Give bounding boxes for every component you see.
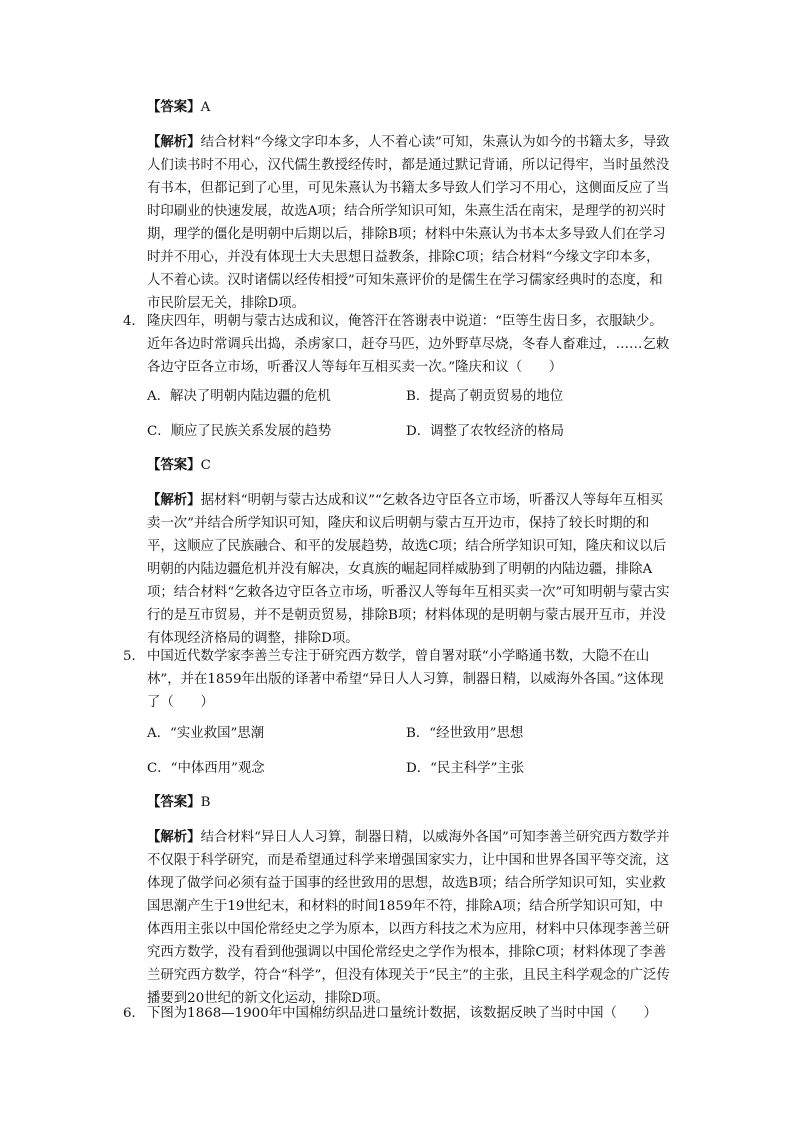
question-6 (123, 1002, 671, 1025)
q4-option-b[interactable]: B．提高了朝贡贸易的地位 (406, 389, 564, 404)
question-4 (123, 310, 671, 379)
analysis-label: 【解析】 (147, 492, 201, 508)
question-number: 5． (123, 649, 145, 664)
q4-answer (147, 454, 211, 477)
answer-label: 【答案】 (147, 794, 201, 810)
q5-answer (147, 791, 210, 814)
answer-value: C (200, 458, 211, 473)
analysis-text: 据材料“明朝与蒙古达成和议”“乞敕各边守臣各立市场，听番汉人等每年互相买卖一次”并结合所学知识可知，隆庆和议后明朝与蒙古互开边市，保持了较长时期的和平，这顺应了民族融合、和平的发展趋势，故选C项；结合所学知识可知，隆庆和议以后明朝的内陆边疆危机并没有解决，女真族的崛起同样威胁到了明朝的内陆边疆，排除A项；结合材料“乞敕各边守臣各立市场，听番汉人等每年互相买卖一次”可知明朝与蒙古实行的是互市贸易，并不是朝贡贸易，排除B项；材料体现的是明朝与蒙古展开互市，并没有体现经济格局的调整，排除D项。 (147, 493, 670, 646)
q5-analysis (147, 826, 671, 1010)
q5-option-a[interactable]: A．“实业救国”思潮 (147, 726, 265, 741)
question-5 (123, 645, 671, 714)
answer-label: 【答案】 (147, 99, 201, 115)
q5-option-c[interactable]: C．“中体西用”观念 (147, 761, 265, 776)
q5-option-d[interactable]: D．“民主科学”主张 (406, 761, 525, 776)
answer-label: 【答案】 (147, 457, 201, 473)
question-number: 4． (123, 314, 145, 329)
analysis-label: 【解析】 (147, 134, 201, 150)
q3-analysis (147, 131, 671, 315)
answer-value: A (200, 100, 211, 115)
question-stem: 下图为1868—1900年中国棉纺织品进口量统计数据，该数据反映了当时中国（ ） (147, 1006, 658, 1021)
q3-answer (147, 96, 210, 119)
analysis-label: 【解析】 (147, 829, 201, 845)
q5-option-b[interactable]: B．“经世致用”思想 (406, 726, 524, 741)
question-stem: 隆庆四年，明朝与蒙古达成和议，俺答汗在答谢表中说道：“臣等生齿日多，衣服缺少。近年各边时常调兵出捣，杀虏家口，赶夺马匹，边外野草尽烧，冬春人畜难过，……乞敕各边守臣各立市场，听番汉人等每年互相买卖一次。”隆庆和议（ ） (147, 314, 670, 375)
analysis-text: 结合材料“异日人人习算，制器日精，以威海外各国”可知李善兰研究西方数学并不仅限于科学研究，而是希望通过科学来增强国家实力，让中国和世界各国平等交流，这体现了做学问必须有益于国事的经世致用的思想，故选B项；结合所学知识可知，实业救国思潮产生于19世纪末，和材料的时间1859年不符，排除A项；结合所学知识可知，中体西用主张以中国伦常经史之学为原本，以西方科技之术为应用，材料中只体现李善兰研究西方数学，没有看到他强调以中国伦常经史之学作为根本，排除C项；材料体现了李善兰研究西方数学，符合“科学”，但没有体现关于“民主”的主张，且民主科学观念的广泛传播要到20世纪的新文化运动，排除D项。 (147, 830, 670, 1006)
answer-value: B (200, 795, 211, 810)
q4-option-a[interactable]: A．解决了明朝内陆边疆的危机 (147, 389, 331, 404)
q4-analysis (147, 489, 671, 650)
q4-option-c[interactable]: C．顺应了民族关系发展的趋势 (147, 424, 332, 439)
question-stem: 中国近代数学家李善兰专注于研究西方数学，曾自署对联“小学略通书数，大隐不在山林”，并在1859年出版的译著中希望“异日人人习算，制器日精，以威海外各国。”这体现了（ ） (147, 649, 664, 710)
analysis-text: 结合材料“今缘文字印本多，人不着心读”可知，朱熹认为如今的书籍太多，导致人们读书时不用心，汉代儒生教授经传时，都是通过默记背诵，所以记得牢，当时虽然没有书本，但都记到了心里，可见朱熹认为书籍太多导致人们学习不用心，这侧面反应了当时印刷业的快速发展，故选A项；结合所学知识可知，朱熹生活在南宋，是理学的初兴时期，理学的僵化是明朝中后期以后，排除B项；材料中朱熹认为书本太多导致人们在学习时并不用心，并没有体现士大夫思想日益教条，排除C项；结合材料“今缘文字印本多，人不着心读。汉时诸儒以经传相授”可知朱熹评价的是儒生在学习儒家经典时的态度，和市民阶层无关，排除D项。 (147, 135, 670, 311)
question-number: 6． (123, 1006, 145, 1021)
q4-option-d[interactable]: D．调整了农牧经济的格局 (406, 424, 565, 439)
